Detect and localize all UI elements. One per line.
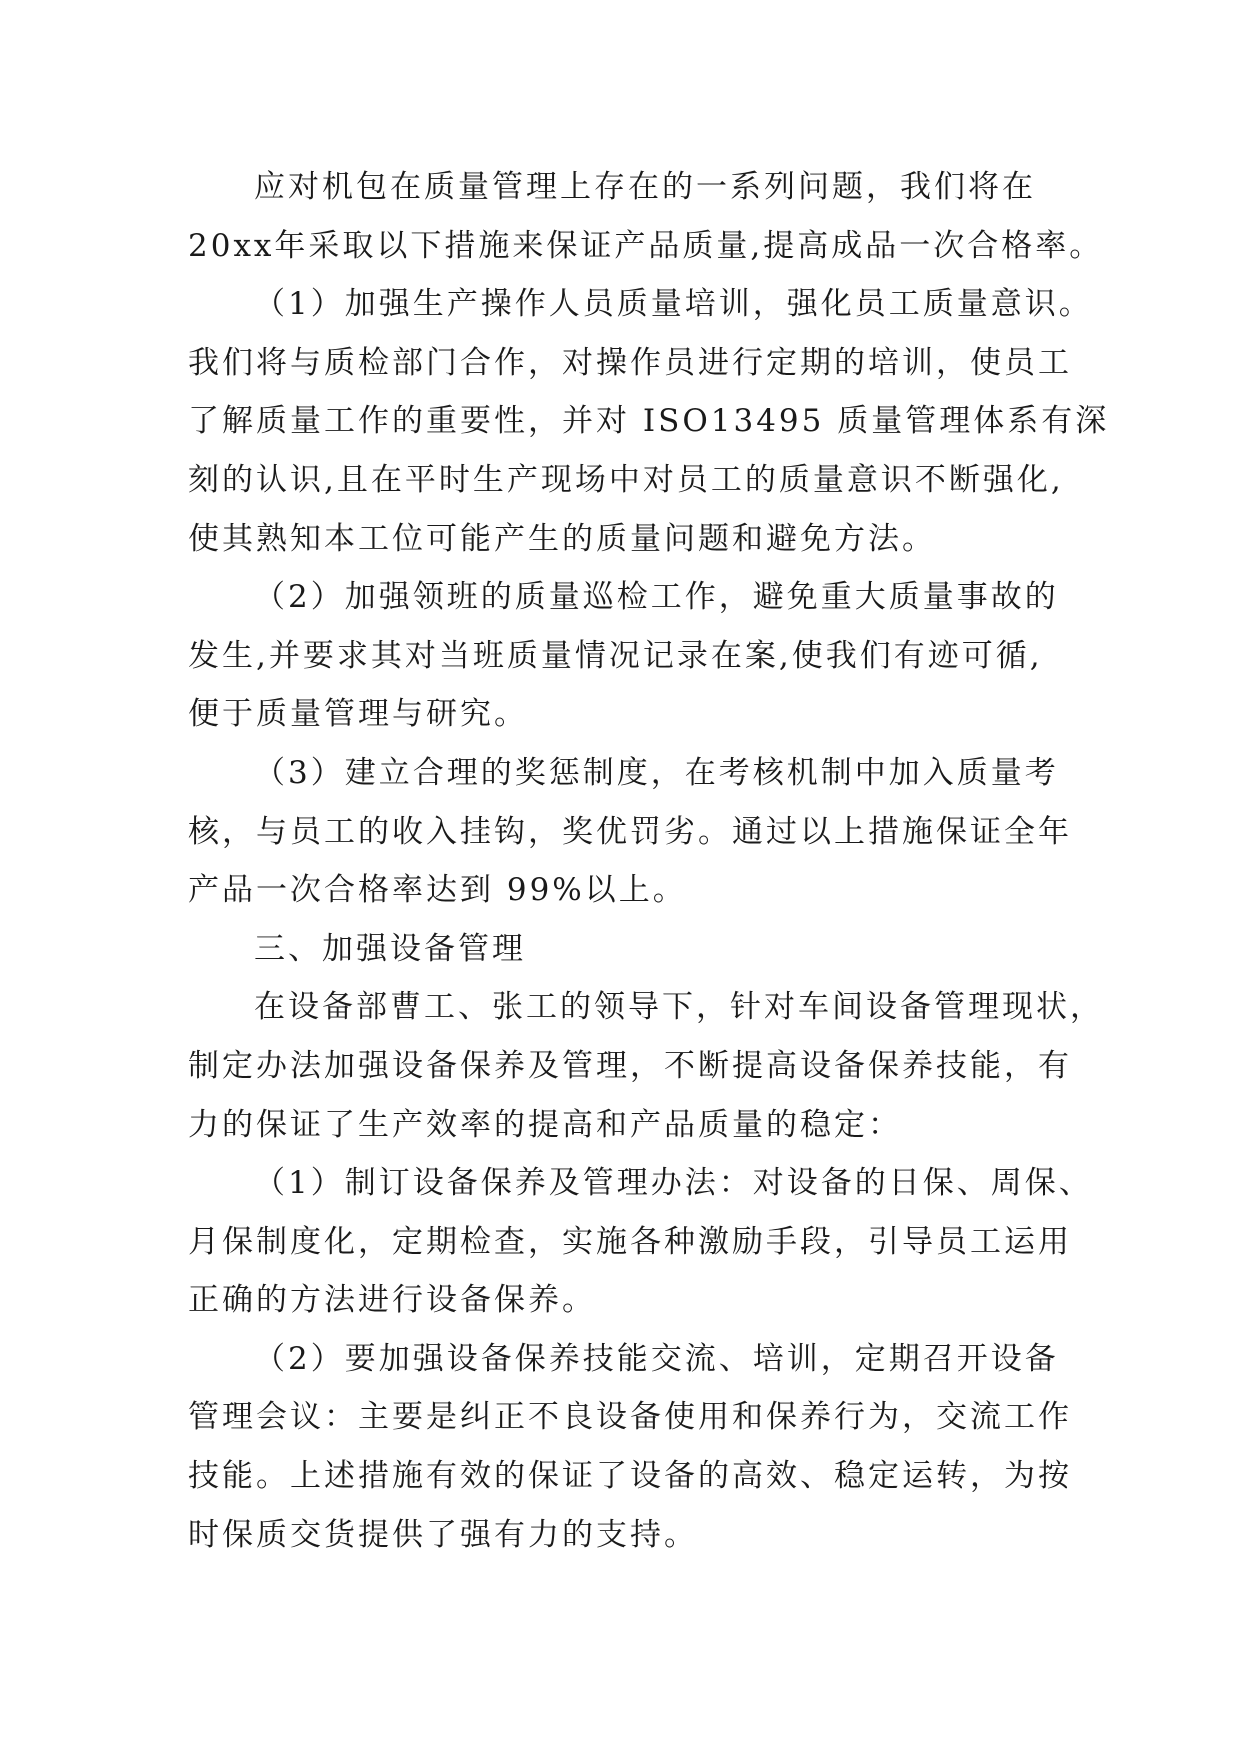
text-line: 时保质交货提供了强有力的支持。: [188, 1516, 698, 1553]
text-line: 在设备部曹工、张工的领导下，针对车间设备管理现状，: [254, 989, 1104, 1026]
text-line: （2）要加强设备保养技能交流、培训，定期召开设备: [254, 1340, 1059, 1377]
text-line: 管理会议：主要是纠正不良设备使用和保养行为，交流工作: [188, 1399, 1072, 1436]
text-line: （2）加强领班的质量巡检工作，避免重大质量事故的: [254, 579, 1059, 616]
text-line: 核，与员工的收入挂钩，奖优罚劣。通过以上措施保证全年: [188, 813, 1072, 850]
text-line: 力的保证了生产效率的提高和产品质量的稳定：: [188, 1106, 902, 1143]
text-line: 月保制度化，定期检查，实施各种激励手段，引导员工运用: [188, 1223, 1072, 1260]
text-line: （3）建立合理的奖惩制度，在考核机制中加入质量考: [254, 754, 1059, 791]
text-line: 使其熟知本工位可能产生的质量问题和避免方法。: [188, 520, 936, 557]
text-line: 制定办法加强设备保养及管理，不断提高设备保养技能，有: [188, 1047, 1072, 1084]
text-line: 技能。上述措施有效的保证了设备的高效、稳定运转，为按: [188, 1458, 1072, 1495]
text-line: 产品一次合格率达到 99%以上。: [188, 872, 687, 909]
text-line: （1）制订设备保养及管理办法：对设备的日保、周保、: [254, 1165, 1093, 1202]
text-line: （1）加强生产操作人员质量培训，强化员工质量意识。: [254, 286, 1093, 323]
text-line: 应对机包在质量管理上存在的一系列问题，我们将在: [254, 169, 1036, 205]
document-body: [188, 158, 1110, 1564]
text-line: 三、加强设备管理: [254, 930, 526, 967]
text-line: 便于质量管理与研究。: [188, 696, 528, 733]
text-line: 刻的认识,且在平时生产现场中对员工的质量意识不断强化,: [188, 461, 1064, 498]
text-line: 我们将与质检部门合作，对操作员进行定期的培训，使员工: [188, 344, 1072, 381]
text-line: 20xx年采取以下措施来保证产品质量,提高成品一次合格率。: [188, 227, 1104, 264]
text-line: 正确的方法进行设备保养。: [188, 1282, 596, 1319]
text-line: 了解质量工作的重要性，并对 ISO13495 质量管理体系有深: [188, 403, 1110, 440]
text-line: 发生,并要求其对当班质量情况记录在案,使我们有迹可循,: [188, 637, 1043, 674]
